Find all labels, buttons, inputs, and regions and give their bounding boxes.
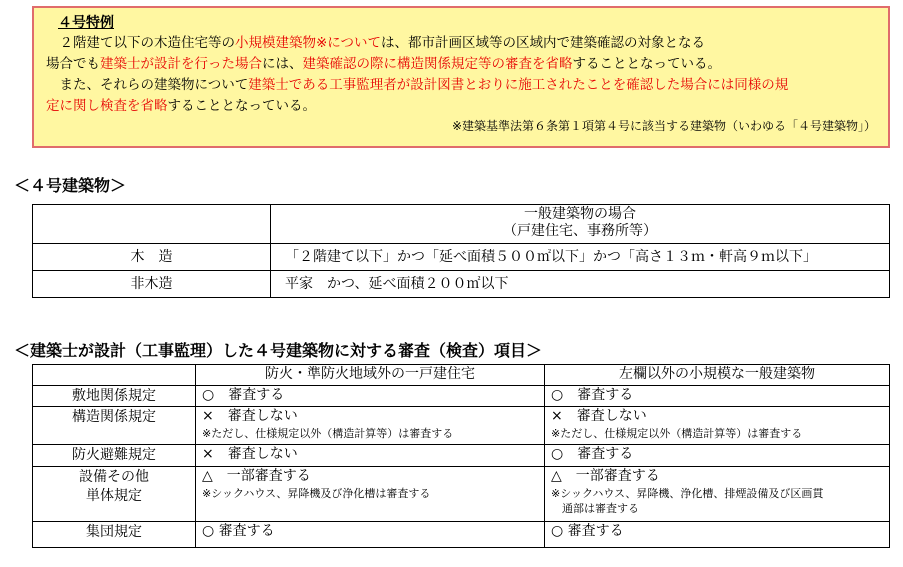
table-row xyxy=(33,271,890,298)
row-label-non-wooden: 非木造 xyxy=(33,271,271,298)
cell-note: 通部は審査する xyxy=(562,502,639,515)
table-header-general-building xyxy=(271,205,890,244)
section-heading-building-no4: ＜４号建築物＞ xyxy=(14,176,127,195)
section-heading-review-items: ＜建築士が設計（工事監理）した４号建築物に対する審査（検査）項目＞ xyxy=(14,341,543,360)
row-label-structure: 構造関係規定 xyxy=(33,407,196,445)
row-value-non-wooden: 平家 かつ、延べ面積２００㎡以下 xyxy=(271,271,890,298)
cell-structure-col1 xyxy=(196,407,545,445)
notice-text: は、都市計画区域等の区域内で建築確認の対象となる xyxy=(381,35,706,51)
cell-value: △ 一部審査する xyxy=(202,468,311,484)
cell-value: ○ 審査する xyxy=(545,522,890,548)
notice-line-1 xyxy=(46,33,878,54)
cell-equipment-col2 xyxy=(545,467,890,522)
cell-note: ※シックハウス、昇降機及び浄化槽は審査する xyxy=(202,487,431,500)
col-header-detached-house: 防火・準防火地域外の一戸建住宅 xyxy=(196,365,545,386)
table-row xyxy=(33,522,890,548)
cell-structure-col2 xyxy=(545,407,890,445)
review-items-table xyxy=(32,364,890,548)
cell-value: × 審査しない xyxy=(551,408,647,424)
notice-title: ４号特例 xyxy=(58,15,114,31)
table-row xyxy=(33,445,890,467)
notice-line-3 xyxy=(46,75,878,96)
cell-value: × 審査しない xyxy=(196,445,545,467)
cell-value: ○ 審査する xyxy=(545,445,890,467)
notice-text: することとなっている。 xyxy=(167,98,316,114)
cell-value: × 審査しない xyxy=(202,408,298,424)
table-header-row xyxy=(33,365,890,386)
notice-emphasis: 建築士が設計を行った場合 xyxy=(100,56,262,72)
building-no4-table xyxy=(32,204,890,298)
cell-note: ※シックハウス、昇降機、浄化槽、排煙設備及び区画貫 xyxy=(551,487,824,500)
notice-emphasis: 定に関し検査を省略 xyxy=(46,98,168,114)
table-header-empty xyxy=(33,205,271,244)
notice-emphasis: 建築確認の際に構造関係規定等の審査を省略 xyxy=(302,56,573,72)
row-label-line: 設備その他 xyxy=(79,469,149,485)
cell-value: ○ 審査する xyxy=(196,386,545,407)
row-label-site: 敷地関係規定 xyxy=(33,386,196,407)
table-row xyxy=(33,467,890,522)
table-header-row xyxy=(33,205,890,244)
cell-equipment-col1 xyxy=(196,467,545,522)
notice-footnote: ※建築基準法第６条第１項第４号に該当する建築物（いわゆる「４号建築物」） xyxy=(451,119,876,133)
notice-text: には、 xyxy=(262,56,303,72)
row-label-line: 単体規定 xyxy=(86,488,142,504)
row-label-fire-evacuation: 防火避難規定 xyxy=(33,445,196,467)
notice-emphasis: 小規模建築物※について xyxy=(235,35,382,51)
notice-line-4 xyxy=(46,96,878,117)
row-label-group: 集団規定 xyxy=(33,522,196,548)
cell-value: ○ 審査する xyxy=(545,386,890,407)
table-row xyxy=(33,407,890,445)
notice-text: 場合でも xyxy=(46,56,100,72)
table-row xyxy=(33,386,890,407)
table-header-empty xyxy=(33,365,196,386)
notice-line-2 xyxy=(46,54,878,75)
table-row xyxy=(33,244,890,271)
header-line: 一般建築物の場合 xyxy=(524,206,636,222)
header-line: （戸建住宅、事務所等） xyxy=(503,223,657,239)
cell-value: △ 一部審査する xyxy=(551,468,660,484)
cell-value: ○ 審査する xyxy=(196,522,545,548)
notice-emphasis: 建築士である工事監理者が設計図書とおりに施工されたことを確認した場合には同様の規 xyxy=(248,77,789,93)
cell-note: ※ただし、仕様規定以外（構造計算等）は審査する xyxy=(202,427,454,440)
notice-text: することとなっている。 xyxy=(572,56,721,72)
cell-note: ※ただし、仕様規定以外（構造計算等）は審査する xyxy=(551,427,803,440)
row-label-wooden: 木 造 xyxy=(33,244,271,271)
notice-text: ２階建て以下の木造住宅等の xyxy=(46,35,235,51)
notice-box xyxy=(32,6,890,148)
col-header-small-building: 左欄以外の小規模な一般建築物 xyxy=(545,365,890,386)
notice-text: また、それらの建築物について xyxy=(46,77,249,93)
row-label-equipment xyxy=(33,467,196,522)
row-value-wooden: 「２階建て以下」かつ「延べ面積５００㎡以下」かつ「高さ１３ｍ・軒高９ｍ以下」 xyxy=(271,244,890,271)
